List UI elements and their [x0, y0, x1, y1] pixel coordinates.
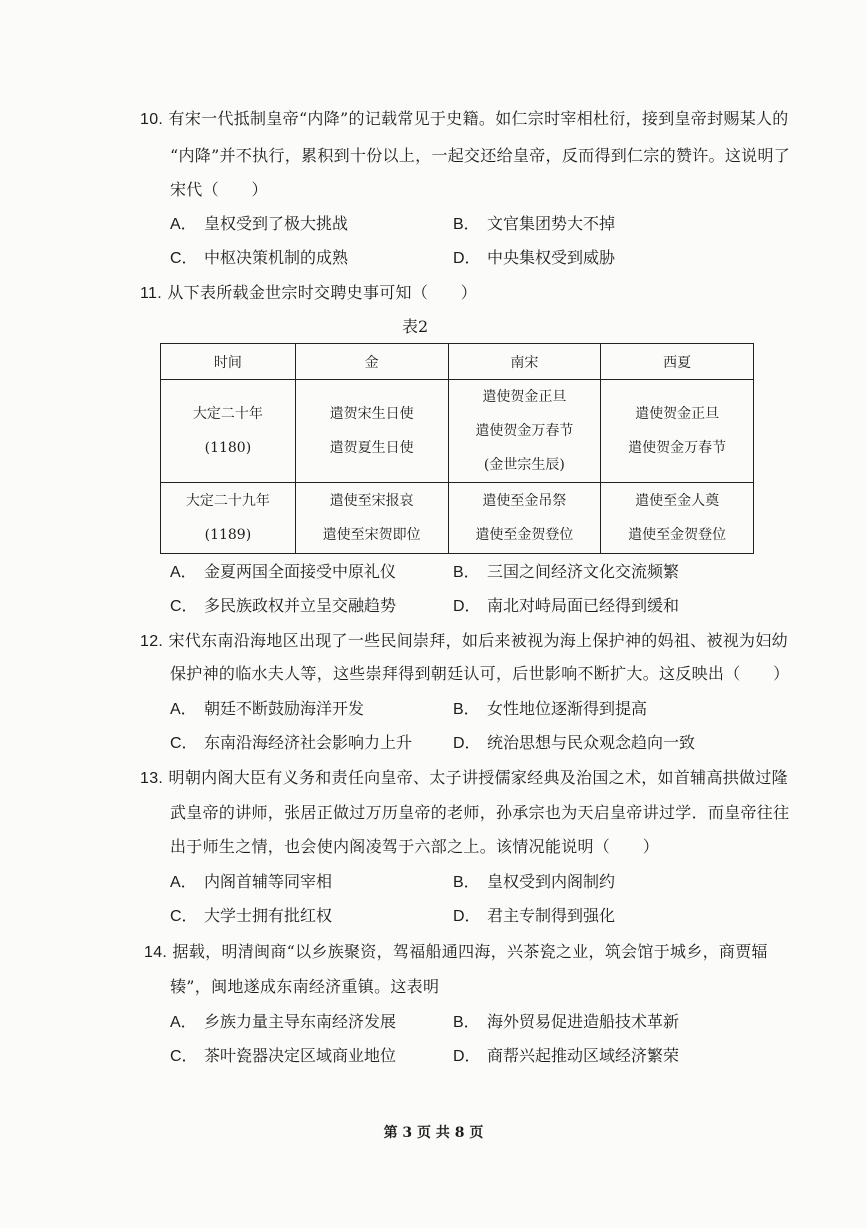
question-10-line-2: “内降”并不执行，累积到十份以上，一起交还给皇帝，反而得到仁宗的赞许。这说明了	[170, 146, 791, 165]
cell-southern-song: 遣使至金吊祭 遣使至金贺登位	[448, 483, 601, 554]
option-b[interactable]: B． 三国之间经济文化交流频繁	[453, 562, 680, 581]
option-d[interactable]: D． 统治思想与民众观念趋向一致	[453, 733, 696, 752]
cell-time: 大定二十年 (1180)	[161, 380, 296, 483]
option-b[interactable]: B． 皇权受到内阁制约	[453, 872, 616, 891]
option-d[interactable]: D． 商帮兴起推动区域经济繁荣	[453, 1046, 680, 1065]
option-d[interactable]: D． 中央集权受到威胁	[453, 248, 616, 267]
option-c[interactable]: C． 多民族政权并立呈交融趋势	[170, 596, 397, 615]
question-11-line-1: 11. 从下表所载金世宗时交聘史事可知（ ）	[140, 283, 478, 302]
question-10-line-3: 宋代（ ）	[170, 180, 268, 199]
option-a[interactable]: A． 乡族力量主导东南经济发展	[170, 1012, 397, 1031]
table-row	[161, 380, 754, 483]
option-c[interactable]: C． 大学士拥有批红权	[170, 906, 333, 925]
option-d[interactable]: D． 南北对峙局面已经得到缓和	[453, 596, 680, 615]
header-time: 时间	[161, 344, 296, 380]
option-c[interactable]: C． 中枢决策机制的成熟	[170, 248, 349, 267]
question-number: 13.	[140, 770, 164, 787]
option-c[interactable]: C． 茶叶瓷器决定区域商业地位	[170, 1046, 397, 1065]
question-10-line-1: 10. 有宋一代抵制皇帝“内降”的记载常见于史籍。如仁宗时宰相杜衍，接到皇帝封赐某人的	[140, 109, 789, 128]
question-14-line-2: 辏”，闽地遂成东南经济重镇。这表明	[170, 977, 440, 996]
table-header-row	[161, 344, 754, 380]
question-number: 10.	[140, 111, 164, 128]
question-number: 12.	[140, 633, 164, 650]
option-b[interactable]: B． 文官集团势大不掉	[453, 214, 616, 233]
table-caption: 表2	[402, 317, 429, 336]
option-a[interactable]: A． 朝廷不断鼓励海洋开发	[170, 699, 365, 718]
option-d[interactable]: D． 君主专制得到强化	[453, 906, 616, 925]
cell-time: 大定二十九年 (1189)	[161, 483, 296, 554]
question-13-line-2: 武皇帝的讲师，张居正做过万历皇帝的老师，孙承宗也为天启皇帝讲过学．而皇帝往往	[170, 803, 790, 822]
header-western-xia: 西夏	[601, 344, 754, 380]
question-number: 11.	[140, 285, 162, 302]
diplomacy-table	[160, 343, 754, 554]
question-13-line-1: 13. 明朝内阁大臣有义务和责任向皇帝、太子讲授儒家经典及治国之术，如首辅高拱做过隆	[140, 768, 788, 787]
header-southern-song: 南宋	[448, 344, 601, 380]
option-a[interactable]: A． 金夏两国全面接受中原礼仪	[170, 562, 397, 581]
cell-jin: 遣贺宋生日使 遣贺夏生日使	[295, 380, 448, 483]
question-number: 14.	[144, 944, 168, 961]
option-c[interactable]: C． 东南沿海经济社会影响力上升	[170, 733, 413, 752]
cell-southern-song: 遣使贺金正旦 遣使贺金万春节 (金世宗生辰)	[448, 380, 601, 483]
header-jin: 金	[295, 344, 448, 380]
question-12-line-1: 12. 宋代东南沿海地区出现了一些民间崇拜，如后来被视为海上保护神的妈祖、被视为妇幼	[140, 631, 788, 650]
question-12-line-2: 保护神的临水夫人等，这些崇拜得到朝廷认可，后世影响不断扩大。这反映出（ ）	[170, 664, 790, 683]
option-a[interactable]: A． 皇权受到了极大挑战	[170, 214, 349, 233]
page-footer: 第 3 页 共 8 页	[383, 1125, 484, 1141]
table-row	[161, 483, 754, 554]
cell-western-xia: 遣使至金人奠 遣使至金贺登位	[601, 483, 754, 554]
option-a[interactable]: A． 内阁首辅等同宰相	[170, 872, 333, 891]
question-13-line-3: 出于师生之情，也会使内阁凌驾于六部之上。该情况能说明（ ）	[170, 837, 660, 856]
option-b[interactable]: B． 海外贸易促进造船技术革新	[453, 1012, 680, 1031]
cell-jin: 遣使至宋报哀 遣使至宋贺即位	[295, 483, 448, 554]
question-14-line-1: 14. 据载，明清闽商“以乡族聚资，驾福船通四海，兴茶瓷之业，筑会馆于城乡，商贾辐	[144, 942, 768, 961]
option-b[interactable]: B． 女性地位逐渐得到提高	[453, 699, 648, 718]
cell-western-xia: 遣使贺金正旦 遣使贺金万春节	[601, 380, 754, 483]
